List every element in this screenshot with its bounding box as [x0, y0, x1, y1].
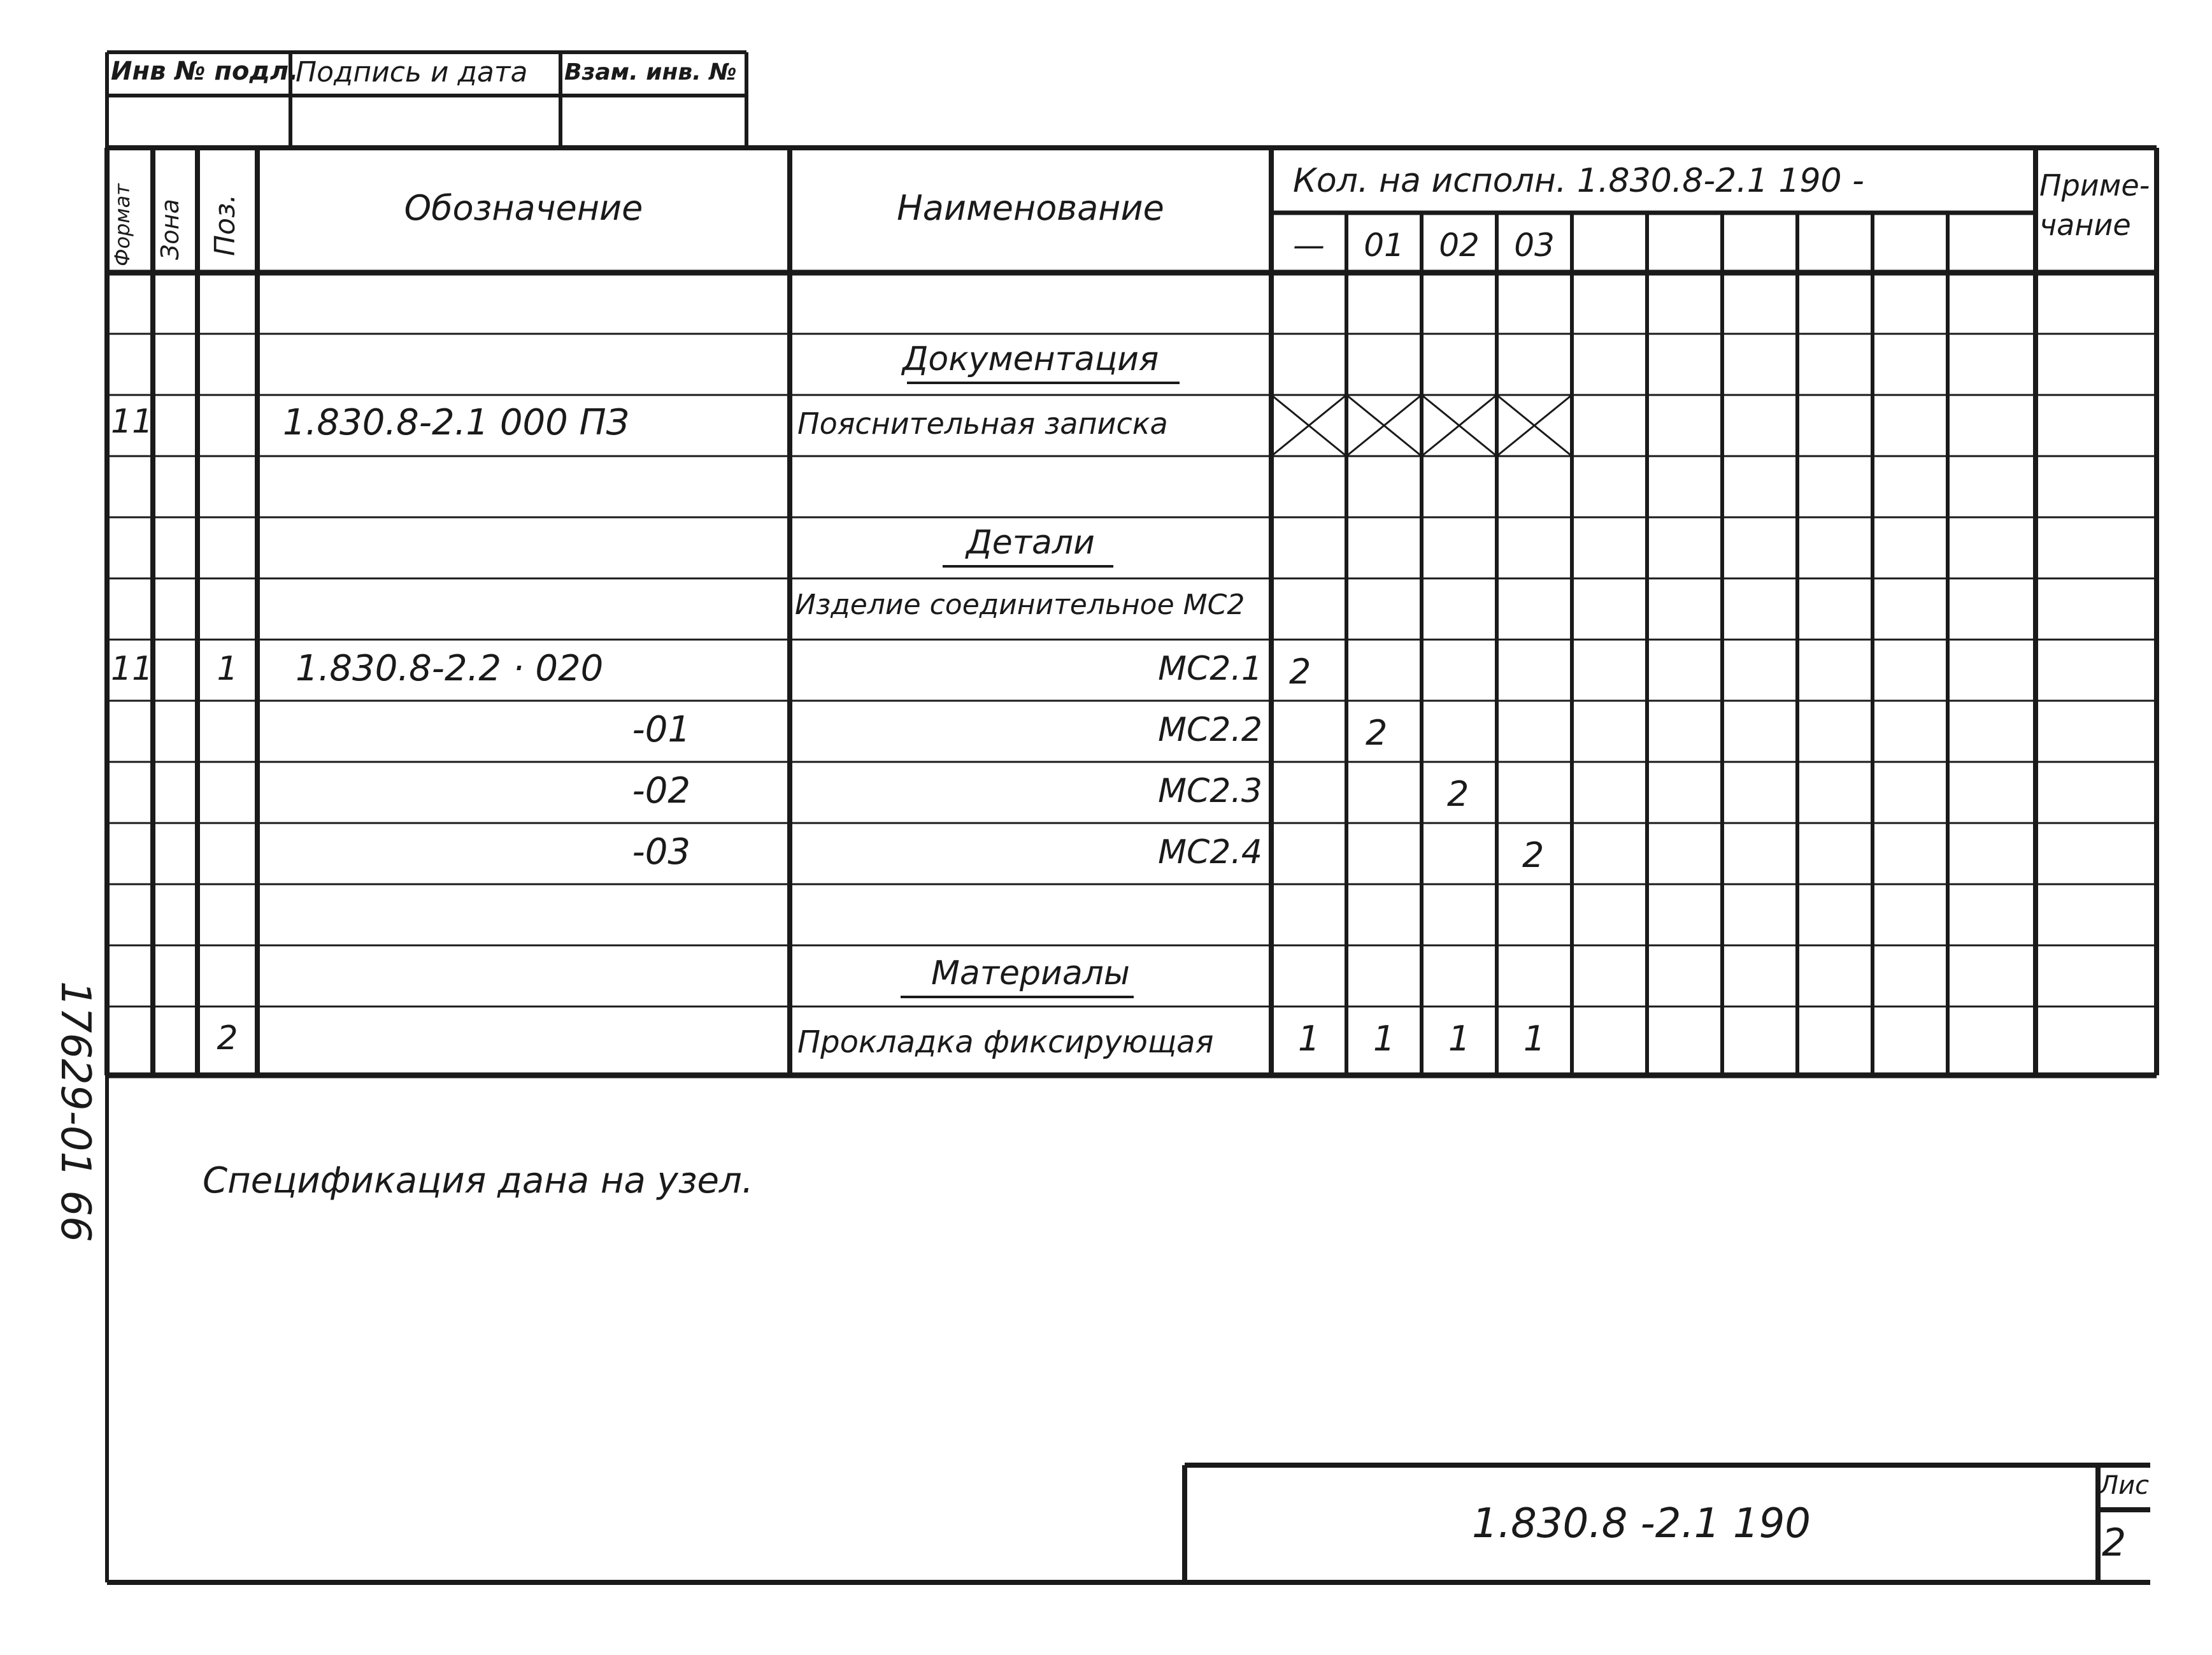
row9-pos: 2	[217, 1019, 238, 1057]
row7-qty-3: 2	[1522, 835, 1545, 875]
row3-name: Изделие соединительное МС2	[795, 589, 1245, 621]
row5-name: МС2.2	[1158, 711, 1262, 749]
section-title-materials: Материалы	[931, 954, 1130, 992]
row4-name: МС2.1	[1158, 650, 1262, 688]
header-variant-2: 02	[1439, 227, 1480, 264]
title-sheet-label: Лис	[2099, 1471, 2150, 1500]
section-title-documentation: Документация	[902, 340, 1159, 378]
row9-name: Прокладка фиксирующая	[797, 1024, 1214, 1060]
row4-format: 11	[111, 650, 153, 688]
side-archive-code: 17629-01 66	[52, 981, 99, 1242]
header-zone: Зона	[156, 199, 184, 260]
header-pos: Поз.	[209, 194, 241, 256]
title-doc-number: 1.830.8 -2.1 190	[1472, 1500, 1811, 1547]
row7-designation: -03	[632, 831, 690, 873]
row4-pos: 1	[217, 650, 238, 688]
header-qty-title: Кол. на исполн. 1.830.8-2.1 190 -	[1293, 162, 1864, 200]
row7-name: МС2.4	[1158, 833, 1262, 871]
stamp-inv-label: Инв № подл.	[111, 57, 299, 86]
header-variant-0: —	[1293, 227, 1325, 264]
row1-name: Пояснительная записка	[797, 406, 1168, 441]
row1-designation: 1.830.8-2.1 000 ПЗ	[283, 402, 629, 443]
row4-qty-0: 2	[1289, 652, 1311, 692]
row5-qty-1: 2	[1366, 713, 1388, 753]
header-format: Формат	[110, 183, 134, 266]
row4-designation: 1.830.8-2.2 · 020	[296, 648, 604, 689]
row6-qty-2: 2	[1447, 774, 1469, 814]
row9-qty-3: 1	[1523, 1019, 1546, 1059]
row5-designation: -01	[632, 709, 690, 750]
row9-qty-0: 1	[1297, 1019, 1320, 1059]
header-designation: Обозначение	[404, 188, 643, 228]
row1-format: 11	[111, 403, 153, 441]
section-title-details: Детали	[966, 524, 1095, 562]
row9-qty-2: 1	[1448, 1019, 1471, 1059]
header-name: Наименование	[897, 188, 1164, 228]
header-variant-3: 03	[1514, 227, 1555, 264]
stamp-vzam-label: Взам. инв. №	[564, 59, 737, 85]
header-note-line2: чание	[2039, 208, 2131, 242]
row9-qty-1: 1	[1373, 1019, 1395, 1059]
row6-designation: -02	[632, 770, 690, 812]
specification-note: Спецификация дана на узел.	[203, 1160, 753, 1201]
row6-name: МС2.3	[1158, 772, 1262, 810]
header-note-line1: Приме-	[2039, 168, 2150, 203]
stamp-sign-label: Подпись и дата	[296, 56, 528, 89]
title-sheet-number: 2	[2102, 1521, 2127, 1565]
header-variant-1: 01	[1364, 227, 1404, 264]
